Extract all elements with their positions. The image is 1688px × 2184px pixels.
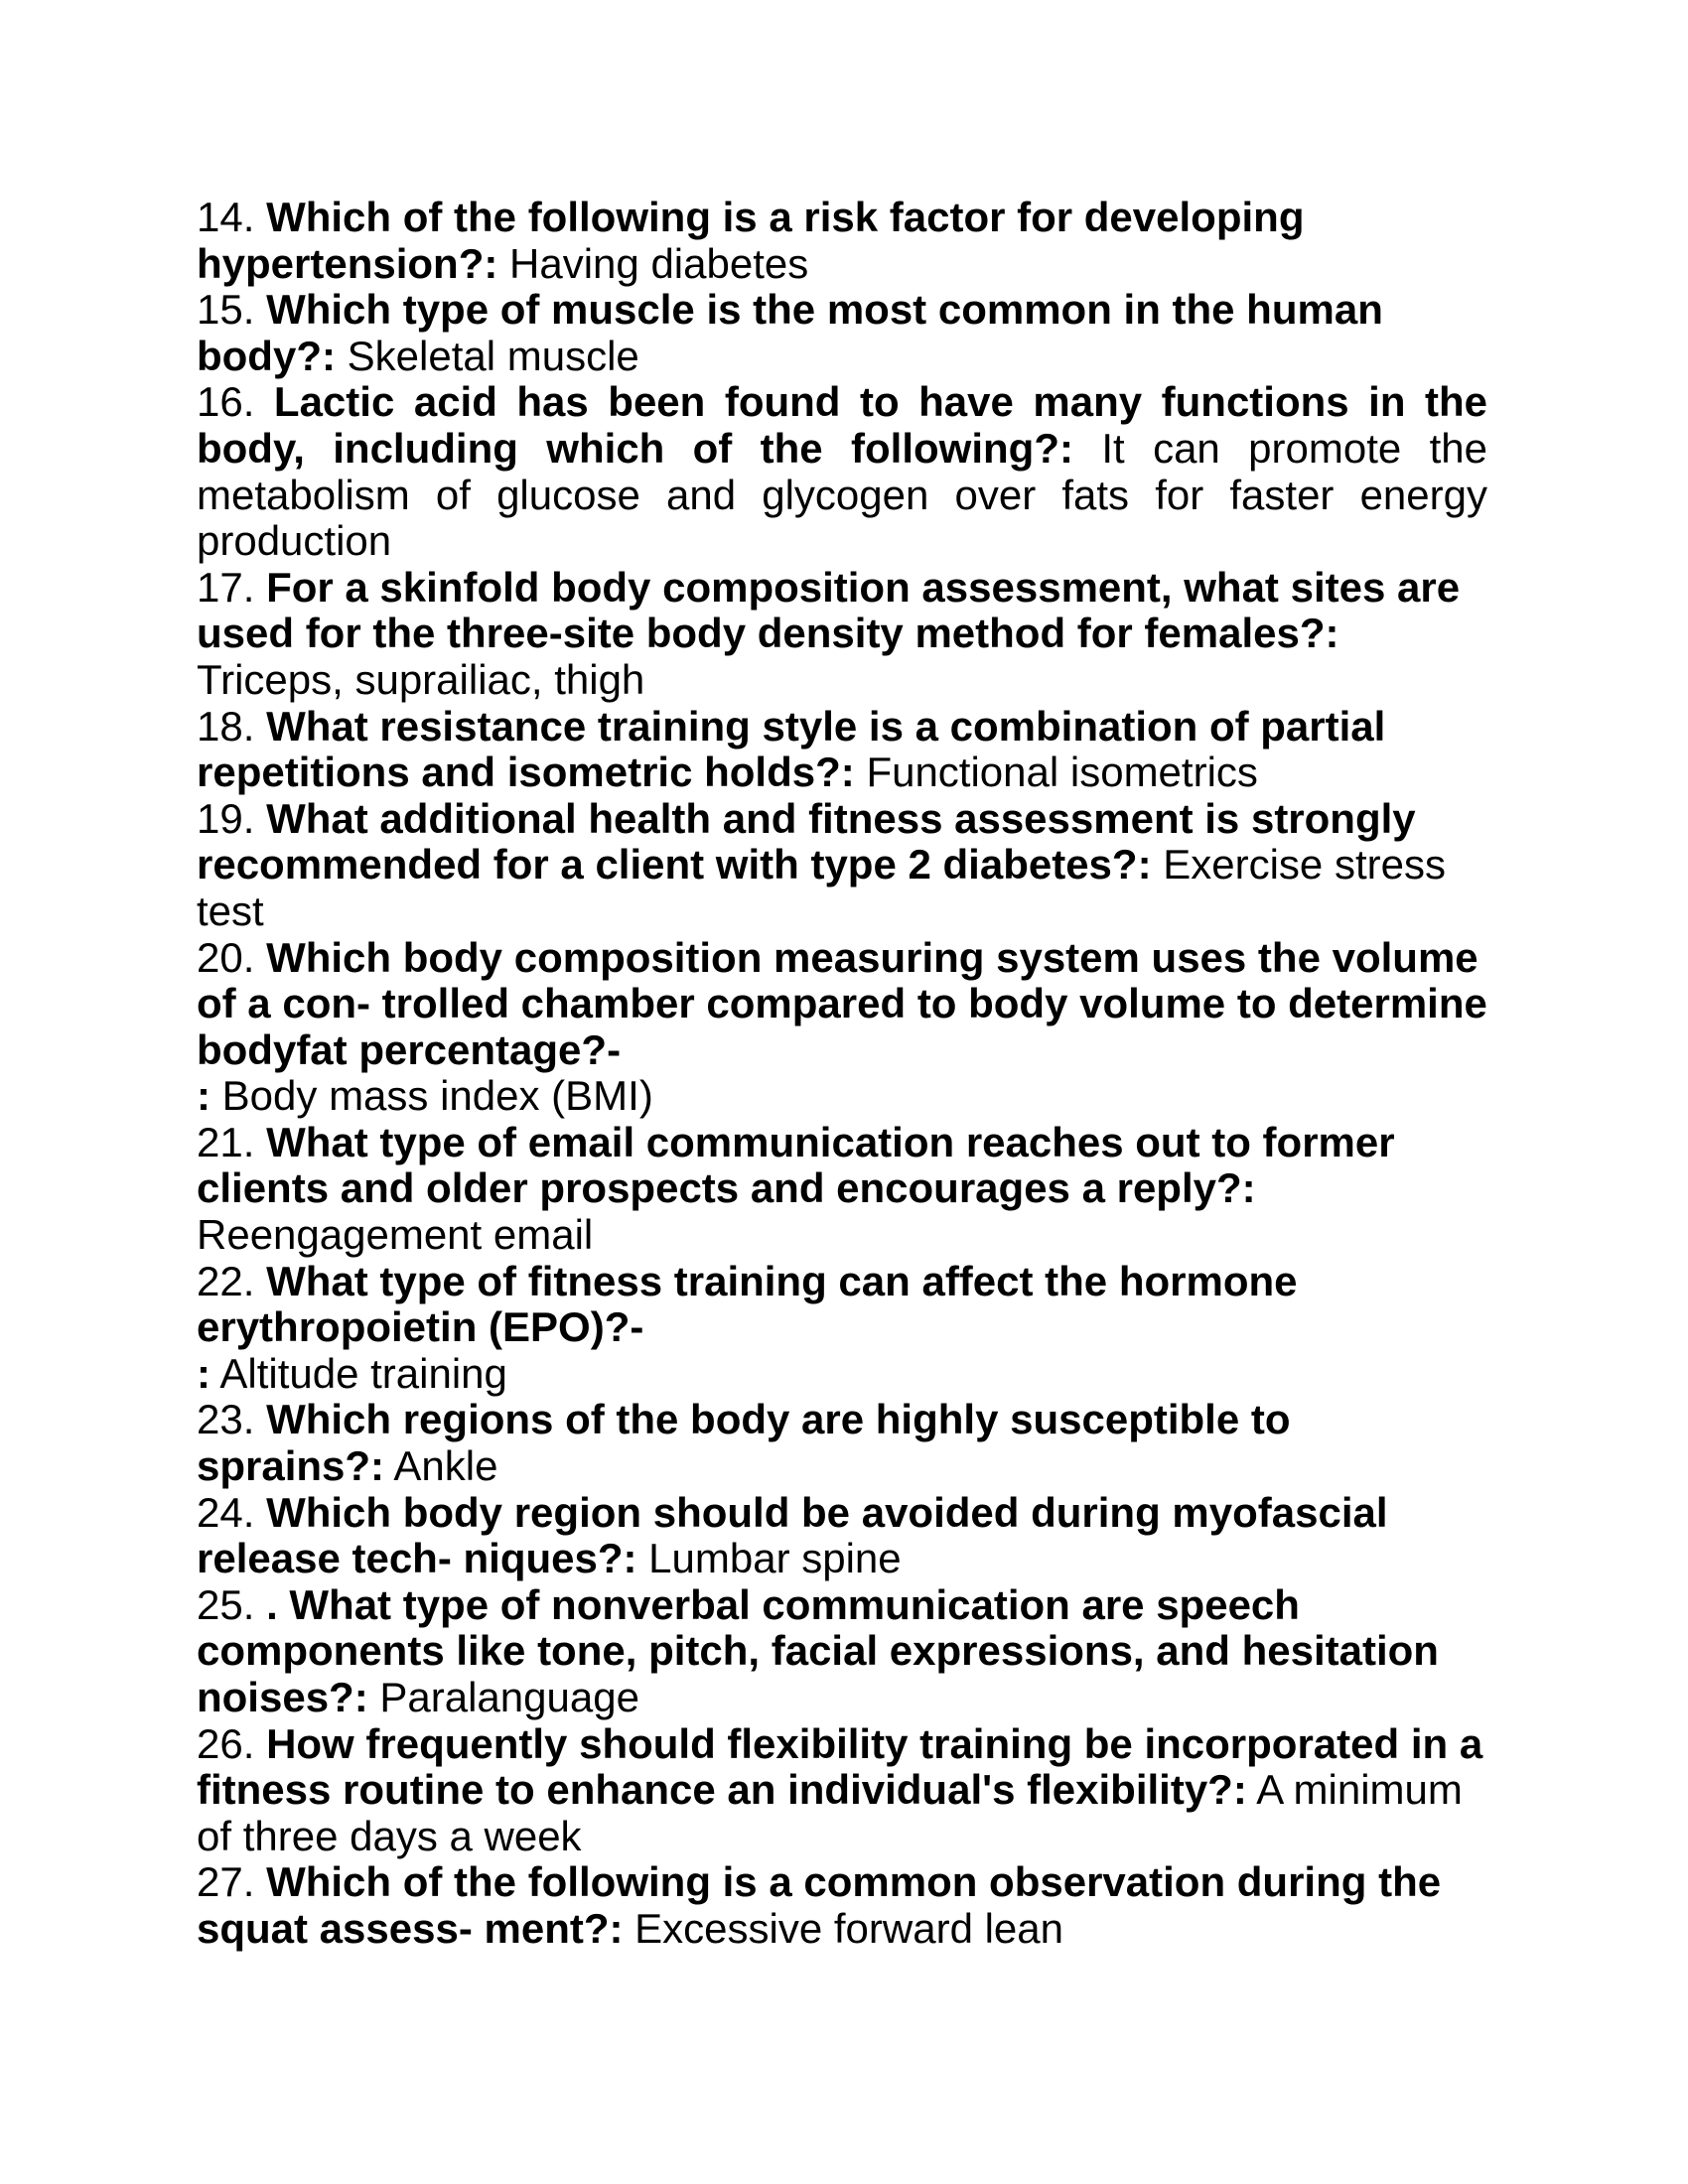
qa-item-14: [197, 195, 1487, 287]
answer-text: Exercise stress test: [197, 841, 1446, 934]
question-number: 18.: [197, 702, 255, 750]
question-text: Which body region should be avoided during myofascial release tech- niques?:: [197, 1488, 1388, 1582]
question-number: 15.: [197, 286, 255, 334]
question-number: 22.: [197, 1257, 255, 1304]
answer-text: Skeletal muscle: [347, 332, 639, 379]
qa-item-15: [197, 287, 1487, 379]
question-number: 14.: [197, 194, 255, 240]
question-number: 17.: [197, 563, 255, 611]
qa-item-26: [197, 1721, 1487, 1860]
answer-text: Triceps, suprailiac, thigh: [197, 655, 645, 703]
question-text: Lactic acid has been found to have many functions in the body, including which of the following?:: [197, 378, 1488, 472]
question-text: . What type of nonverbal communication are speech components like tone, pitch, facial expressions, and hesitation noises?:: [197, 1580, 1439, 1720]
question-text: Which type of muscle is the most common in the human body?:: [197, 286, 1383, 379]
answer-text: Altitude training: [219, 1349, 507, 1397]
answer-text: Paralanguage: [379, 1674, 639, 1720]
answer-separator: :: [197, 1349, 211, 1397]
question-number: 21.: [197, 1118, 255, 1165]
question-text: Which body composition measuring system uses the volume of a con- trolled chamber compared to body volume to determine bodyfat percentage?-: [197, 933, 1487, 1073]
question-text: What additional health and fitness assessment is strongly recommended for a client with type 2 diabetes?:: [197, 794, 1416, 888]
qa-item-16: [197, 379, 1487, 564]
question-text: What resistance training style is a combination of partial repetitions and isometric holds?:: [197, 702, 1386, 796]
question-number: 24.: [197, 1488, 255, 1536]
question-number: 23.: [197, 1396, 255, 1443]
question-text: Which of the following is a risk factor for developing hypertension?:: [197, 194, 1305, 287]
question-number: 16.: [197, 378, 255, 426]
question-text: How frequently should flexibility training be incorporated in a fitness routine to enhance an individual's flexibility?:: [197, 1719, 1483, 1814]
qa-item-25: [197, 1582, 1487, 1721]
answer-text: Ankle: [393, 1442, 498, 1490]
question-number: 26.: [197, 1719, 255, 1767]
question-text: Which regions of the body are highly susceptible to sprains?:: [197, 1396, 1291, 1490]
qa-item-27: [197, 1859, 1487, 1952]
answer-text: Functional isometrics: [866, 749, 1258, 796]
qa-item-22: [197, 1259, 1487, 1398]
answer-text: Body mass index (BMI): [221, 1072, 653, 1120]
question-number: 20.: [197, 933, 255, 981]
question-text: Which of the following is a common observation during the squat assess- ment?:: [197, 1858, 1442, 1952]
document-page: [197, 195, 1487, 1953]
qa-item-20: [197, 935, 1487, 1120]
qa-item-17: [197, 565, 1487, 704]
answer-text: Reengagement email: [197, 1211, 594, 1259]
qa-item-21: [197, 1120, 1487, 1259]
question-text: What type of email communication reaches out to former clients and older prospects and encourages a reply?:: [197, 1118, 1395, 1212]
question-text: For a skinfold body composition assessment, what sites are used for the three-site body density method for females?:: [197, 563, 1461, 657]
question-number: 27.: [197, 1858, 255, 1906]
question-number: 25.: [197, 1580, 255, 1628]
answer-text: Having diabetes: [509, 239, 809, 287]
question-number: 19.: [197, 794, 255, 842]
answer-text: Lumbar spine: [648, 1535, 902, 1582]
question-text: What type of fitness training can affect the hormone erythropoietin (EPO)?-: [197, 1257, 1298, 1351]
qa-item-19: [197, 796, 1487, 935]
qa-item-18: [197, 704, 1487, 796]
answer-text: A minimum of three days a week: [197, 1766, 1463, 1859]
answer-separator: :: [197, 1072, 211, 1120]
qa-item-24: [197, 1490, 1487, 1582]
answer-text: It can promote the metabolism of glucose and glycogen over fats for faster energy production: [197, 424, 1488, 565]
answer-text: Excessive forward lean: [634, 1904, 1064, 1952]
qa-item-23: [197, 1397, 1487, 1489]
